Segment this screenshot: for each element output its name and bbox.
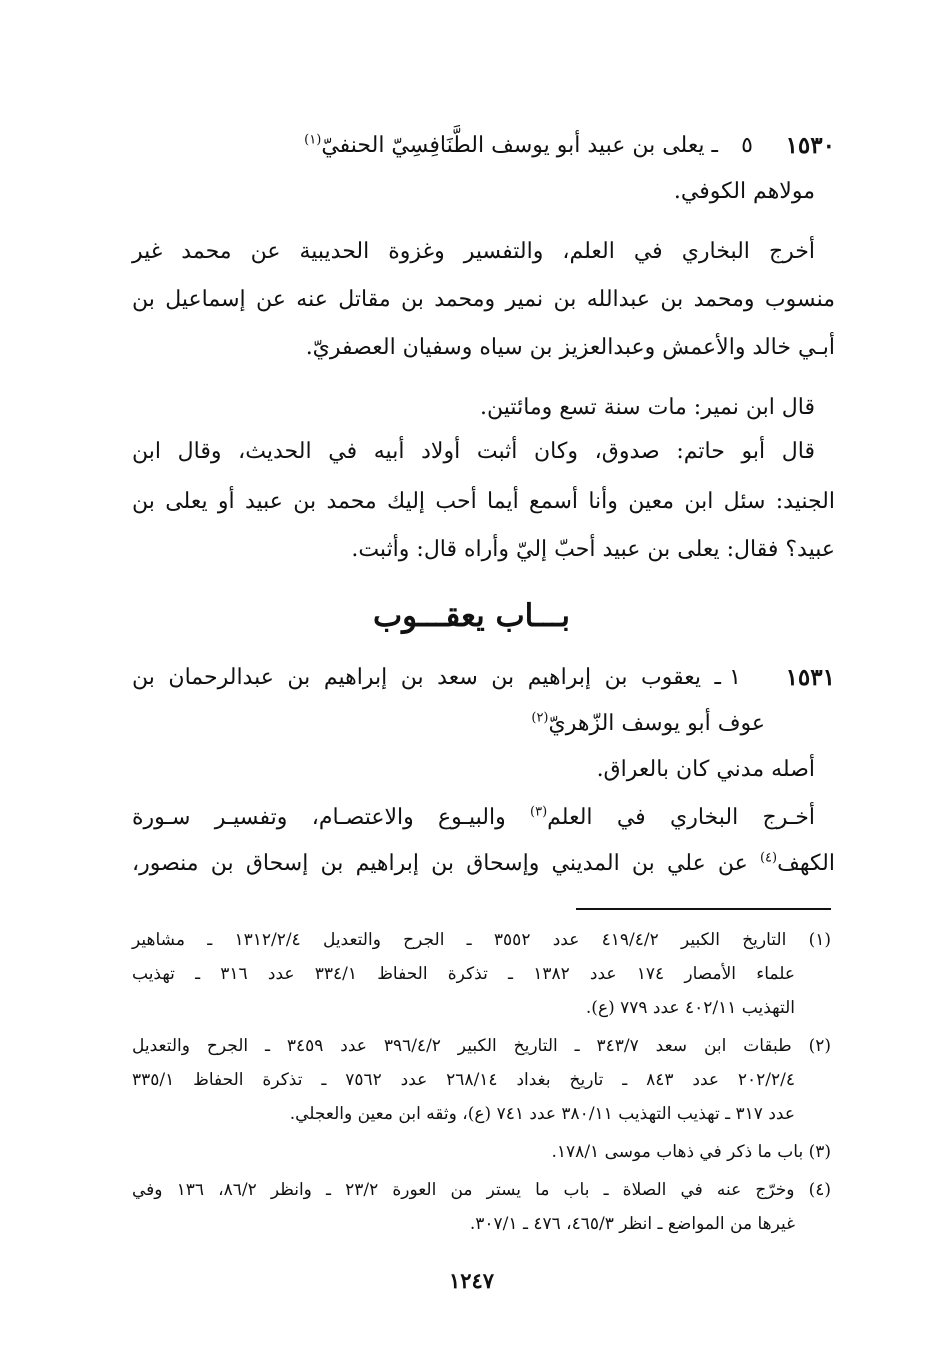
- entry-heading-text: عوف أبو يوسف الزّهريّ: [548, 711, 765, 736]
- paragraph-text: عن علي بن المديني وإسحاق بن إبراهيم بن إسحاق بن منصور،: [132, 851, 760, 876]
- paragraph-text: أخـرج البخاري في العلم: [547, 805, 815, 830]
- footnote-1-cont: علماء الأمصار ١٧٤ عدد ١٣٨٢ ـ تذكرة الحفاظ ٣٣٤/١ عدد ٣١٦ ـ تهذيب: [132, 964, 795, 984]
- footnote-ref: (٤): [759, 850, 778, 866]
- paragraph-line: عبيد؟ فقال: يعلى بن عبيد أحبّ إليّ وأراه قال: وأثبت.: [351, 537, 835, 562]
- footnote-ref: (١): [304, 132, 322, 148]
- paragraph-text: الكهف: [777, 851, 835, 876]
- paragraph-line: [132, 798, 815, 838]
- paragraph-line: أبـي خالد والأعمش وعبدالعزيز بن سياه وسفيان العصفريّ.: [305, 335, 835, 360]
- footnote-2-cont: ٢٠٢/٢/٤ عدد ٨٤٣ ـ تاريخ بغداد ٢٦٨/١٤ عدد ٧٥٦٢ ـ تذكرة الحفاظ ٣٣٥/١: [132, 1070, 796, 1090]
- footnote-ref: (٣): [530, 804, 548, 820]
- footnote-3: (٣) باب ما ذكر في ذهاب موسى ١٧٨/١.: [551, 1142, 831, 1162]
- paragraph-line: [132, 844, 835, 884]
- entry-heading: [304, 126, 718, 166]
- footnote-divider: [576, 908, 831, 910]
- entry-number-1531: ١٥٣١: [785, 664, 835, 691]
- footnote-ref: (٢): [531, 710, 549, 726]
- entry-subline: مولاهم الكوفي.: [673, 179, 815, 204]
- section-heading: بـــاب يعقـــوب: [372, 598, 570, 634]
- entry-heading-cont: [531, 704, 765, 744]
- entry-number-1530: ١٥٣٠: [785, 132, 835, 159]
- paragraph-line: قال أبو حاتم: صدوق، وكان أثبت أولاد أبيه في الحديث، وقال ابن: [132, 439, 815, 464]
- entry-index: ٥: [741, 133, 753, 158]
- paragraph-line: قال ابن نمير: مات سنة تسع ومائتين.: [480, 395, 815, 420]
- footnote-4-cont: غيرها من المواضع ـ انظر ٤٦٥/٣، ٤٧٦ ـ ٣٠٧/١.: [469, 1214, 795, 1234]
- paragraph-text: والبيـوع والاعتصـام، وتفسيـر سـورة: [132, 805, 531, 830]
- entry-subline: أصله مدني كان بالعراق.: [596, 757, 815, 782]
- paragraph-line: الجنيد: سئل ابن معين وأنا أسمع أيما أحب إليك محمد بن عبيد أو يعلى بن: [132, 489, 835, 514]
- footnote-2-cont: عدد ٣١٧ ـ تهذيب التهذيب ٣٨٠/١١ عدد ٧٤١ (ع)، وثقه ابن معين والعجلي.: [289, 1104, 795, 1124]
- footnote-1-cont: التهذيب ٤٠٢/١١ عدد ٧٧٩ (ع).: [585, 998, 795, 1018]
- entry-index: ١: [729, 665, 741, 690]
- footnote-1: (١) التاريخ الكبير ٤١٩/٤/٢ عدد ٣٥٥٢ ـ الجرح والتعديل ١٣١٢/٢/٤ ـ مشاهير: [132, 930, 831, 950]
- entry-heading-text: ـ يعلى بن عبيد أبو يوسف الطَّنَافِسِيّ الحنفيّ: [321, 133, 718, 158]
- footnote-4: (٤) وخرّج عنه في الصلاة ـ باب ما يستر من العورة ٢٣/٢ ـ وانظر ٨٦/٢، ١٣٦ وفي: [132, 1180, 831, 1200]
- paragraph-line: منسوب ومحمد بن عبدالله بن نمير ومحمد بن مقاتل عنه عن إسماعيل بن: [132, 287, 835, 312]
- page-number: ١٢٤٧: [448, 1268, 495, 1293]
- entry-heading: ـ يعقوب بن إبراهيم بن سعد بن إبراهيم بن عبدالرحمان بن: [132, 665, 721, 690]
- paragraph-line: أخرج البخاري في العلم، والتفسير وغزوة الحديبية عن محمد غير: [132, 239, 815, 264]
- footnote-2: (٢) طبقات ابن سعد ٣٤٣/٧ ـ التاريخ الكبير ٣٩٦/٤/٢ عدد ٣٤٥٩ ـ الجرح والتعديل: [132, 1036, 831, 1056]
